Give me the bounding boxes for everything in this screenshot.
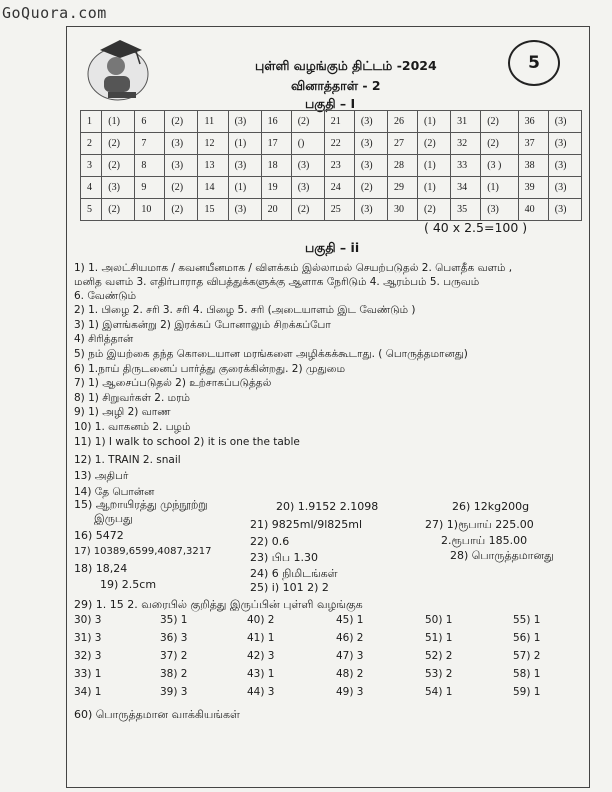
answer-cell: (1) [228,133,261,155]
question-number-cell: 9 [135,177,165,199]
answer-cell: (1) [481,177,518,199]
answer-line: 3) 1) இளங்கன்று 2) இரக்கப் போனாலும் சிறக்கப்போ [74,319,331,331]
short-answer: 30) 3 [74,614,102,626]
question-number-cell: 31 [451,111,481,133]
page-number-badge: 5 [508,40,560,86]
answer-line: மனித வளம் 3. எதிர்பாராத விபத்துக்களுக்கு ஆளாக நேரிடும் 4. ஆரம்பம் 5. பருவம் [74,276,480,288]
grid-row [81,111,582,133]
answer-cell: (1) [418,177,451,199]
question-number-cell: 39 [518,177,548,199]
answer-cell: (1) [418,155,451,177]
answer-cell: (2) [291,199,324,221]
question-number-cell: 15 [198,199,228,221]
answer-cell: (3) [354,111,387,133]
answer-line: 6) 1.நாய் திருடனைப் பார்த்து குரைக்கின்றது. 2) முதுமை [74,363,346,375]
answer-21: 21) 9825ml/9l825ml [250,518,363,531]
answer-cell: (3) [354,199,387,221]
answer-line: 10) 1. வாகனம் 2. பழம் [74,421,191,433]
answer-line: 2) 1. பிழை 2. சரி 3. சரி 4. பிழை 5. சரி (அடையாளம் இட வேண்டும் ) [74,304,416,316]
short-answer: 46) 2 [336,632,364,644]
answer-cell: (2) [481,133,518,155]
short-answer: 40) 2 [247,614,275,626]
question-number-cell: 28 [387,155,417,177]
question-number-cell: 2 [81,133,102,155]
answer-cell: (3) [548,199,581,221]
graduate-logo-icon [86,34,150,102]
answer-cell: (2) [354,177,387,199]
grid-row [81,177,582,199]
question-number-cell: 22 [324,133,354,155]
answer-line: 14) தே பொன்ன [74,486,155,498]
part1-heading: பகுதி – I [305,96,356,111]
question-number-cell: 30 [387,199,417,221]
answer-cell: (2) [165,177,198,199]
grid-row [81,155,582,177]
grid-row [81,133,582,155]
short-answer: 42) 3 [247,650,275,662]
question-number-cell: 26 [387,111,417,133]
short-answer: 53) 2 [425,668,453,680]
question-number-cell: 16 [261,111,291,133]
question-number-cell: 37 [518,133,548,155]
question-number-cell: 38 [518,155,548,177]
question-number-cell: 12 [198,133,228,155]
question-number-cell: 11 [198,111,228,133]
answer-line: 7) 1) ஆசைப்படுதல் 2) உற்சாகப்படுத்தல் [74,377,272,389]
question-number-cell: 36 [518,111,548,133]
question-number-cell: 32 [451,133,481,155]
answer-cell: (3) [165,133,198,155]
answer-cell: (2) [102,133,135,155]
answer-cell: (2) [102,199,135,221]
short-answer: 58) 1 [513,668,541,680]
short-answer: 32) 3 [74,650,102,662]
short-answer: 59) 1 [513,686,541,698]
question-number-cell: 5 [81,199,102,221]
answer-line: 12) 1. TRAIN 2. snail [74,454,181,466]
answer-cell: (3) [354,133,387,155]
question-number-cell: 7 [135,133,165,155]
grid-row [81,199,582,221]
answer-cell: (1) [228,177,261,199]
paper-subtitle: வினாத்தாள் - 2 [291,78,381,93]
scheme-title: புள்ளி வழங்கும் திட்டம் -2024 [255,58,437,73]
short-answer: 56) 1 [513,632,541,644]
answer-cell: (1) [418,111,451,133]
short-answer: 37) 2 [160,650,188,662]
answer-cell: (2) [481,111,518,133]
answer-line: 1) 1. அலட்சியமாக / கவனயீனமாக / விளக்கம் இல்லாமல் செயற்படுதல் 2. பௌதீக வளம் , [74,262,513,274]
question-number-cell: 27 [387,133,417,155]
site-watermark: GoQuora.com [2,4,107,22]
answer-cell: (2) [165,199,198,221]
answer-line: 8) 1) சிறுவர்கள் 2. மரம் [74,392,190,404]
short-answer: 47) 3 [336,650,364,662]
short-answer: 31) 3 [74,632,102,644]
short-answer: 57) 2 [513,650,541,662]
short-answer: 48) 2 [336,668,364,680]
answer-cell: (2) [165,111,198,133]
short-answer: 39) 3 [160,686,188,698]
question-number-cell: 40 [518,199,548,221]
answer-cell: (3) [548,133,581,155]
answer-line: 5) நம் இயற்கை தந்த கொடையான மரங்களை அழிக்கக்கூடாது. ( பொருத்தமானது) [74,348,468,360]
answer-cell: (3) [165,155,198,177]
answer-cell: (3) [291,155,324,177]
question-number-cell: 1 [81,111,102,133]
answer-28: 28) பொருத்தமானது [450,549,554,562]
answer-cell: (3) [548,155,581,177]
question-number-cell: 10 [135,199,165,221]
short-answer: 55) 1 [513,614,541,626]
answer-27-cont: 2.ரூபாய் 185.00 [441,534,528,547]
short-answer: 50) 1 [425,614,453,626]
answer-line: 4) சிரித்தான் [74,333,134,345]
answer-24: 24) 6 நிமிடங்கள் [250,567,338,580]
answer-cell: (3) [548,111,581,133]
short-answer: 43) 1 [247,668,275,680]
answer-15: 15) ஆறாயிரத்து முந்நூற்று [74,498,208,511]
short-answer: 34) 1 [74,686,102,698]
short-answer: 45) 1 [336,614,364,626]
question-number-cell: 13 [198,155,228,177]
question-number-cell: 4 [81,177,102,199]
part2-heading: பகுதி – ii [305,240,360,255]
answer-cell: (2) [291,111,324,133]
question-number-cell: 21 [324,111,354,133]
answer-cell: (2) [418,133,451,155]
answer-19: 19) 2.5cm [100,578,157,591]
answer-line: 6. வேண்டும் [74,290,137,302]
answer-cell: (3) [228,111,261,133]
answer-cell: (3 ) [481,155,518,177]
answer-22: 22) 0.6 [250,535,290,548]
marks-formula: ( 40 x 2.5=100 ) [424,220,528,235]
answer-26: 26) 12kg200g [452,500,530,513]
answer-line: 9) 1) அழி 2) வாண [74,406,171,418]
short-answer: 49) 3 [336,686,364,698]
answer-line: 11) 1) I walk to school 2) it is one the table [74,436,300,448]
answer-cell: (3) [481,199,518,221]
answer-line: 13) அதிபர் [74,470,129,482]
question-number-cell: 8 [135,155,165,177]
question-number-cell: 29 [387,177,417,199]
question-number-cell: 23 [324,155,354,177]
question-number-cell: 19 [261,177,291,199]
question-number-cell: 3 [81,155,102,177]
question-number-cell: 20 [261,199,291,221]
question-number-cell: 18 [261,155,291,177]
answer-cell: (2) [418,199,451,221]
answer-27: 27) 1)ரூபாய் 225.00 [425,518,534,531]
answer-20: 20) 1.9152 2.1098 [276,500,379,513]
short-answer: 44) 3 [247,686,275,698]
answer-cell: (3) [102,177,135,199]
answer-cell: (3) [228,199,261,221]
short-answer: 41) 1 [247,632,275,644]
question-number-cell: 34 [451,177,481,199]
question-number-cell: 14 [198,177,228,199]
question-number-cell: 33 [451,155,481,177]
answer-15-cont: இருபது [94,512,133,525]
short-answer: 51) 1 [425,632,453,644]
question-number-cell: 24 [324,177,354,199]
question-number-cell: 6 [135,111,165,133]
question-number-cell: 35 [451,199,481,221]
answer-cell: (3) [291,177,324,199]
answer-cell: (2) [102,155,135,177]
short-answer: 52) 2 [425,650,453,662]
answer-16: 16) 5472 [74,529,124,542]
answer-29: 29) 1. 15 2. வரைபில் குறித்து இருப்பின் புள்ளி வழங்குக [74,598,363,611]
answer-cell: (3) [354,155,387,177]
answer-cell: (1) [102,111,135,133]
answer-cell: () [291,133,324,155]
short-answer: 36) 3 [160,632,188,644]
question-number-cell: 25 [324,199,354,221]
short-answer: 54) 1 [425,686,453,698]
answer-23: 23) பிப 1.30 [250,551,318,564]
short-answer: 38) 2 [160,668,188,680]
answer-18: 18) 18,24 [74,562,128,575]
short-answer: 35) 1 [160,614,188,626]
answer-60: 60) பொருத்தமான வாக்கியங்கள் [74,708,240,721]
answer-cell: (3) [548,177,581,199]
question-number-cell: 17 [261,133,291,155]
short-answer: 33) 1 [74,668,102,680]
answer-cell: (3) [228,155,261,177]
answer-25: 25) i) 101 2) 2 [250,581,329,594]
mcq-answer-grid [80,110,582,221]
answer-17: 17) 10389,6599,4087,3217 [74,546,212,557]
